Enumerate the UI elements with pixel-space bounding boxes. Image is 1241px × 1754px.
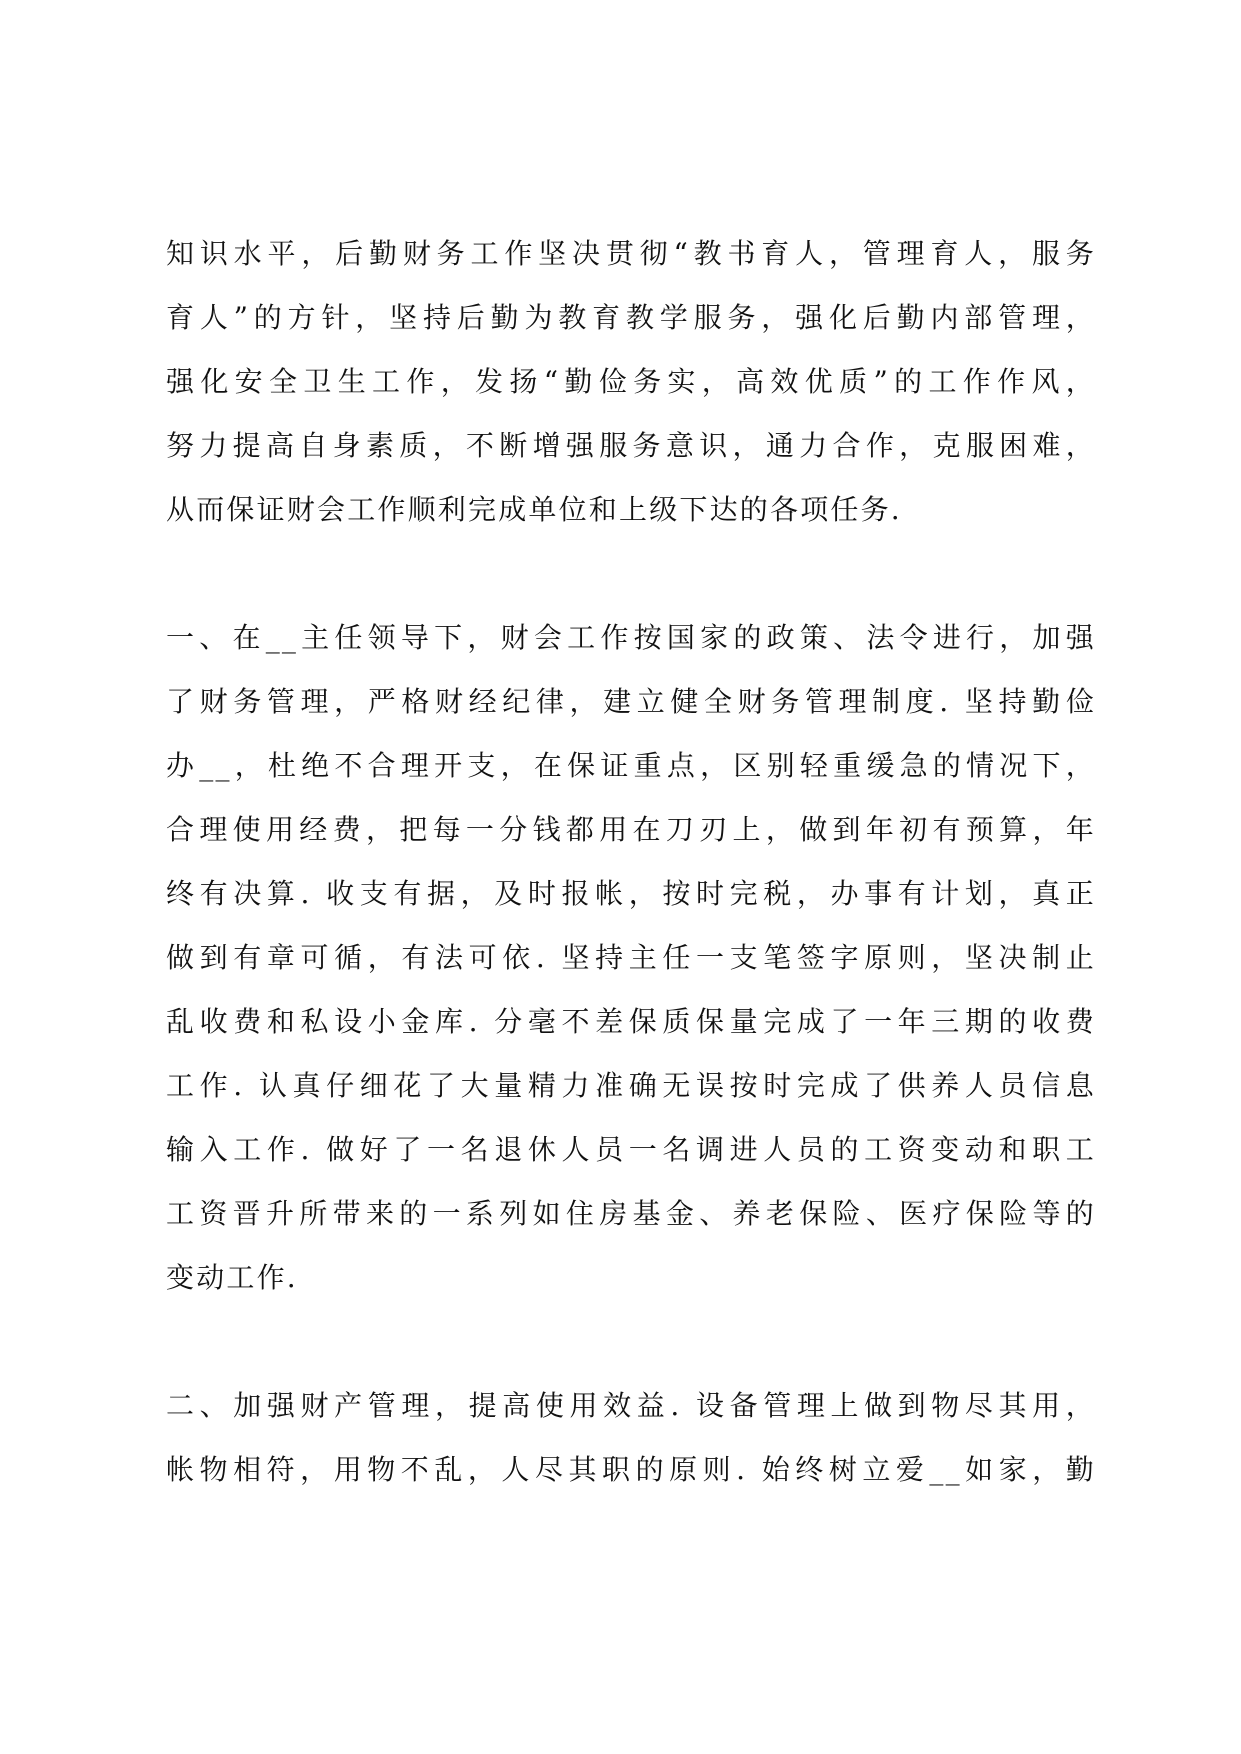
- text-line: 一、在__主任领导下，财会工作按国家的政策、法令进行，加强: [166, 621, 1096, 654]
- text-line: 了财务管理，严格财经纪律，建立健全财务管理制度. 坚持勤俭: [166, 685, 1096, 718]
- text-line: 办__，杜绝不合理开支，在保证重点，区别轻重缓急的情况下，: [166, 749, 1096, 782]
- text-line: 输入工作. 做好了一名退休人员一名调进人员的工资变动和职工: [166, 1133, 1096, 1166]
- paragraph-intro: [166, 222, 1096, 542]
- paragraph-section-one: [166, 606, 1096, 1310]
- text-line: 二、加强财产管理，提高使用效益. 设备管理上做到物尽其用，: [166, 1389, 1096, 1422]
- text-line: 乱收费和私设小金库. 分毫不差保质保量完成了一年三期的收费: [166, 1005, 1096, 1038]
- text-line: 工资晋升所带来的一系列如住房基金、养老保险、医疗保险等的: [166, 1197, 1096, 1230]
- paragraph-gap: [166, 542, 1096, 606]
- text-line: 强化安全卫生工作，发扬“勤俭务实，高效优质”的工作作风，: [166, 365, 1096, 398]
- text-line: 努力提高自身素质，不断增强服务意识，通力合作，克服困难，: [166, 429, 1096, 462]
- text-line: 帐物相符，用物不乱，人尽其职的原则. 始终树立爱__如家，勤: [166, 1453, 1096, 1486]
- text-line: 变动工作.: [166, 1261, 298, 1294]
- paragraph-gap: [166, 1310, 1096, 1374]
- text-line: 合理使用经费，把每一分钱都用在刀刃上，做到年初有预算，年: [166, 813, 1096, 846]
- text-line: 终有决算. 收支有据，及时报帐，按时完税，办事有计划，真正: [166, 877, 1096, 910]
- text-line: 工作. 认真仔细花了大量精力准确无误按时完成了供养人员信息: [166, 1069, 1096, 1102]
- document-body: [166, 222, 1096, 1502]
- paragraph-section-two: [166, 1374, 1096, 1502]
- text-line: 做到有章可循，有法可依. 坚持主任一支笔签字原则，坚决制止: [166, 941, 1096, 974]
- text-line: 育人”的方针，坚持后勤为教育教学服务，强化后勤内部管理，: [166, 301, 1096, 334]
- text-line: 从而保证财会工作顺利完成单位和上级下达的各项任务.: [166, 493, 902, 526]
- text-line: 知识水平，后勤财务工作坚决贯彻“教书育人，管理育人，服务: [166, 237, 1096, 270]
